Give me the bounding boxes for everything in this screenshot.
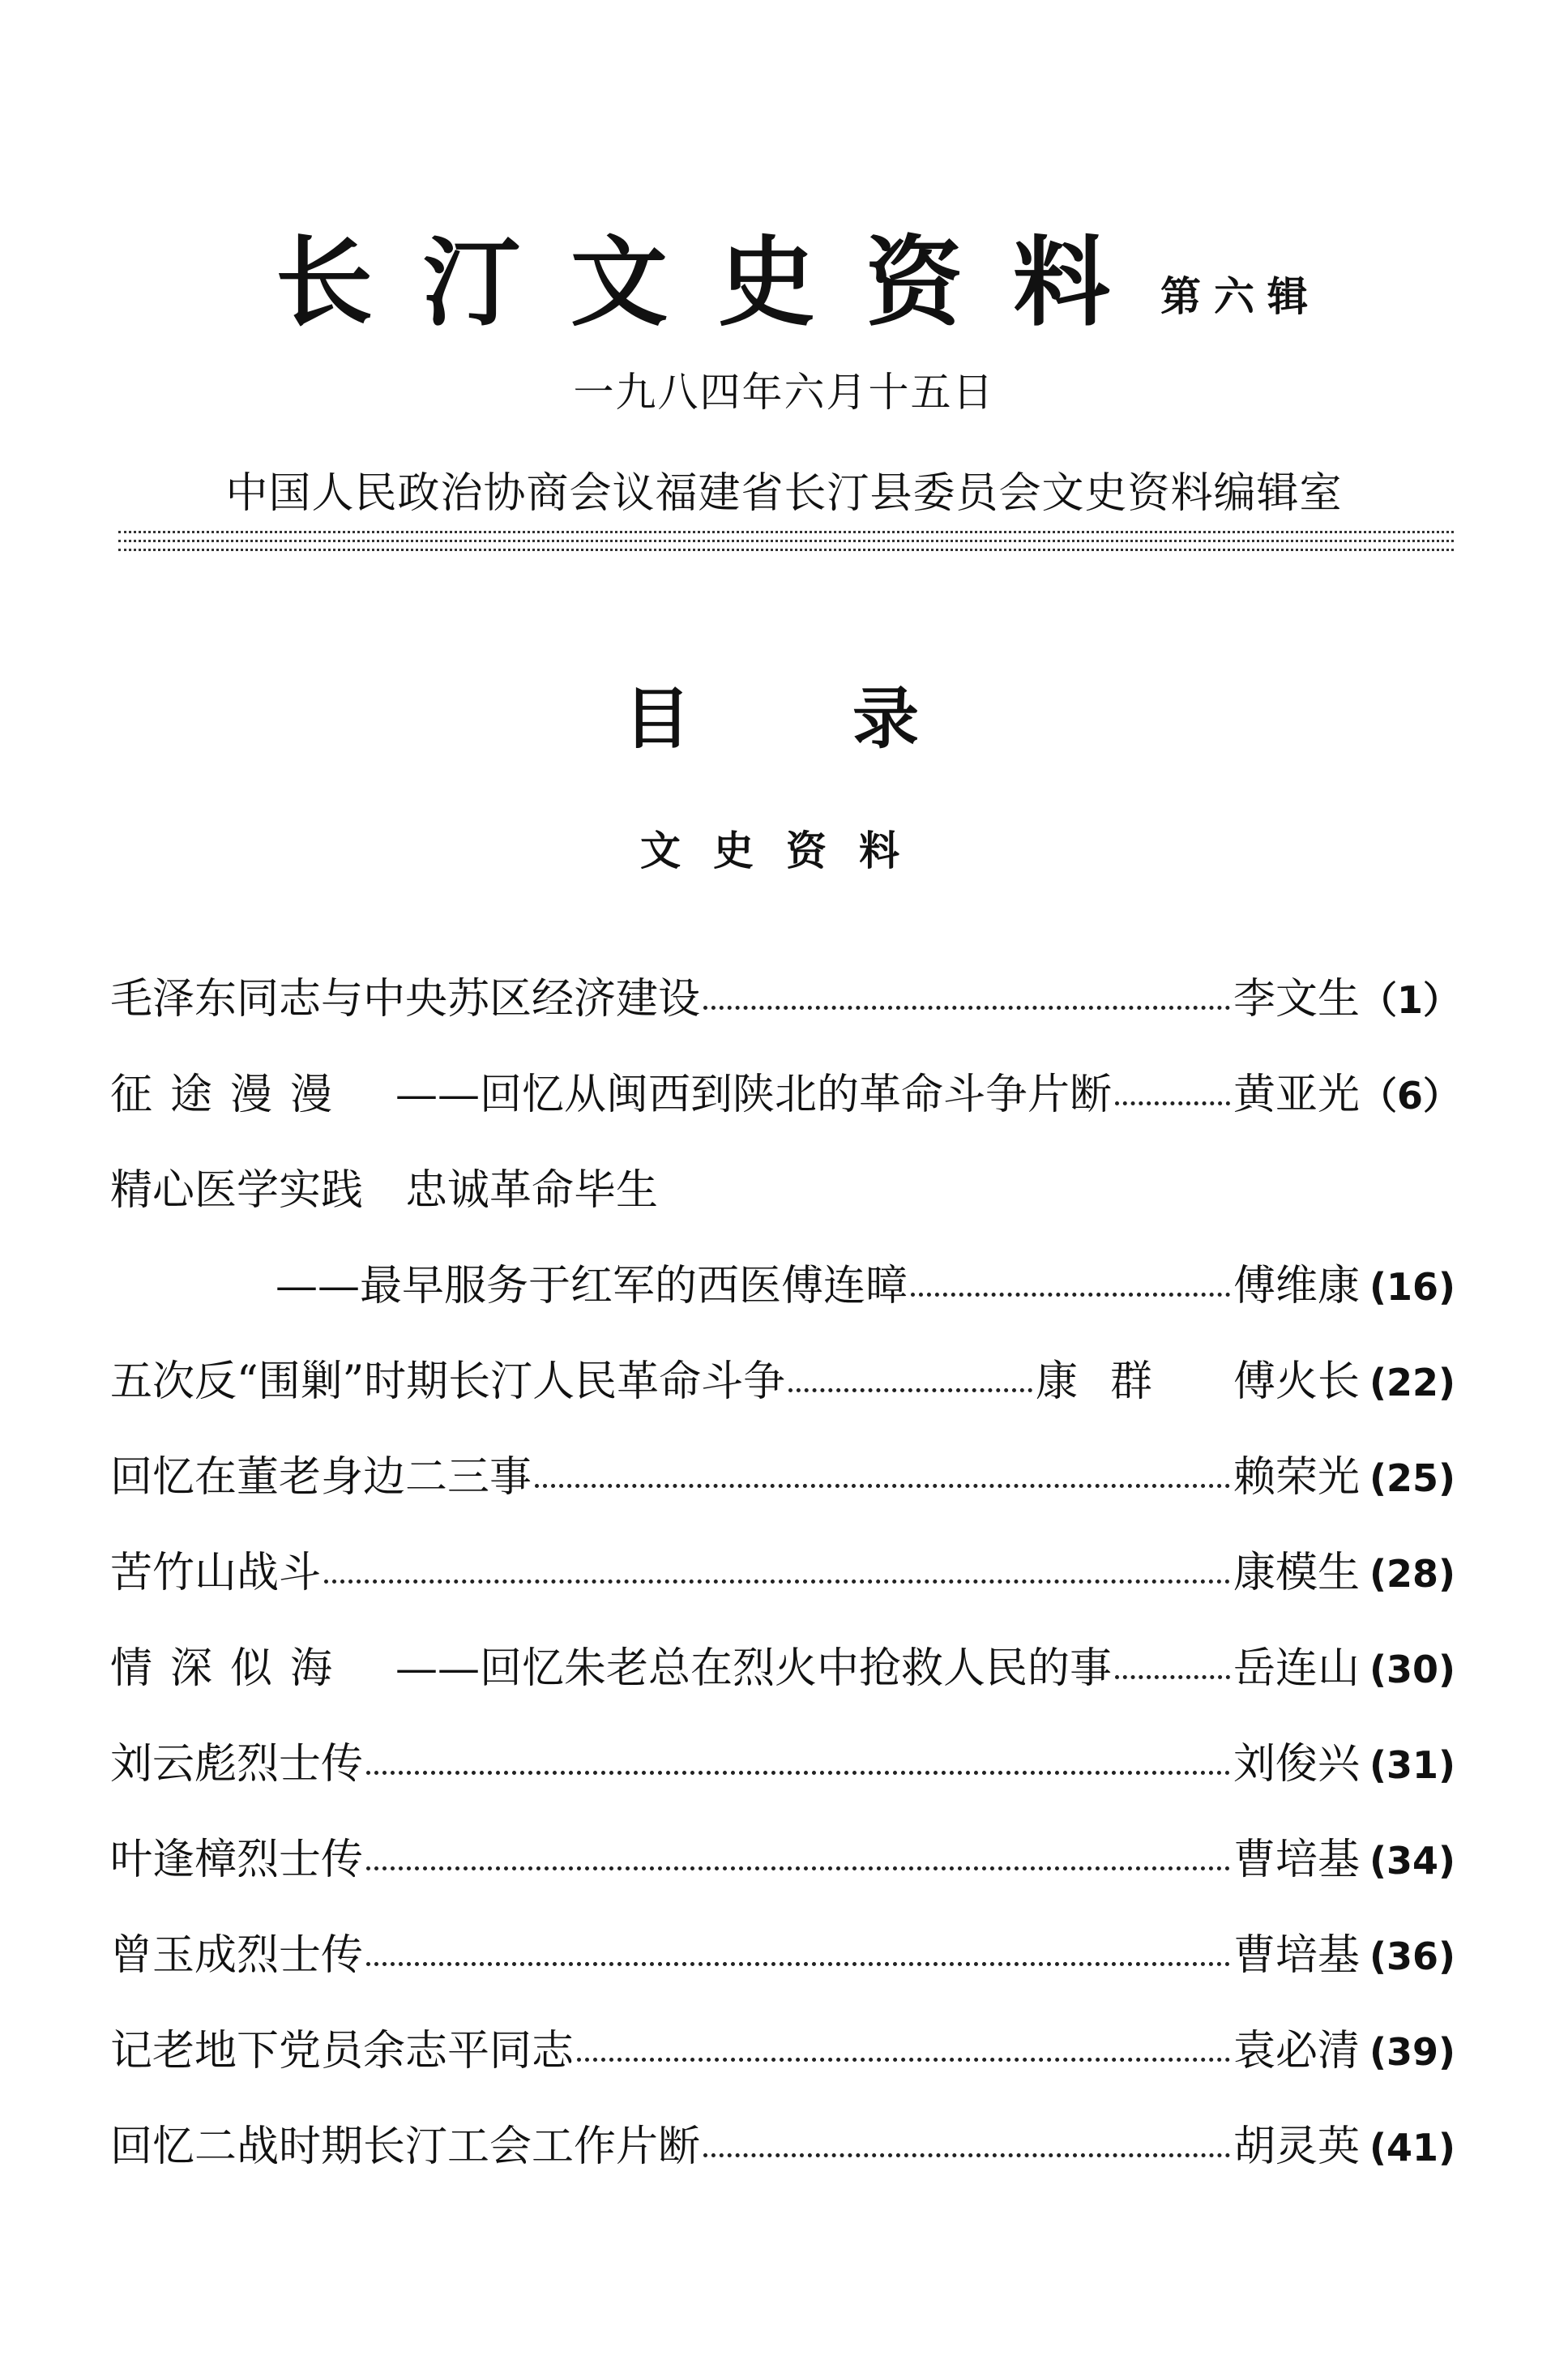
dot-leader [366, 1771, 1230, 1775]
entry-author: 赖荣光 [1233, 1453, 1360, 1502]
dot-leader [1115, 1675, 1230, 1679]
entry-title: 征途漫漫 [110, 1071, 351, 1119]
entry-page: (30) [1369, 1648, 1455, 1691]
toc-entry[interactable] [110, 1449, 1455, 1506]
entry-subtitle: ——最早服务于红军的西医傅连暲 [276, 1262, 908, 1310]
entry-subtitle: ——回忆从闽西到陕北的革命斗争片断 [395, 1071, 1113, 1119]
entry-author-2: 傅火长 [1233, 1357, 1360, 1406]
entry-title: 曾玉成烈士传 [110, 1931, 364, 1980]
toc-entry[interactable] [110, 1353, 1455, 1410]
entry-title: 五次反“围剿”时期长汀人民革命斗争 [110, 1357, 786, 1406]
entry-author: 康模生 [1233, 1549, 1360, 1597]
toc-entry[interactable] [110, 1832, 1455, 1888]
publisher: 中国人民政治协商会议福建省长汀县委员会文史资料编辑室 [225, 469, 1343, 518]
dot-leader [911, 1293, 1230, 1297]
entry-page: （6） [1360, 1074, 1461, 1118]
entry-author: 袁必清 [1233, 2027, 1360, 2075]
entry-title: 苦竹山战斗 [110, 1549, 322, 1597]
publication-title: 长汀文史资料 [276, 227, 1160, 340]
entry-title: 记老地下党员余志平同志 [110, 2027, 575, 2075]
entry-page: (25) [1369, 1456, 1455, 1500]
dot-leader [366, 1866, 1230, 1870]
toc-entry[interactable] [110, 1927, 1455, 1984]
toc-entry[interactable] [110, 1545, 1455, 1601]
entry-author: 李文生 [1233, 975, 1360, 1024]
toc-entry[interactable] [110, 1162, 1455, 1219]
toc-entry[interactable] [110, 1736, 1455, 1793]
entry-subtitle: ——回忆朱老总在烈火中抢救人民的事 [395, 1644, 1113, 1693]
entry-title: 精心医学实践 忠诚革命毕生 [110, 1166, 659, 1215]
entry-author: 傅维康 [1233, 1262, 1360, 1310]
dot-leader [366, 1962, 1230, 1966]
dot-leader [535, 1484, 1230, 1488]
entry-author: 黄亚光 [1233, 1071, 1360, 1119]
entry-page: (31) [1369, 1743, 1455, 1787]
entry-page: (36) [1369, 1934, 1455, 1978]
entry-page: (22) [1369, 1361, 1455, 1404]
entry-author: 康群 [1035, 1357, 1185, 1406]
dotted-divider [118, 531, 1454, 554]
toc-entry[interactable] [110, 2118, 1455, 2175]
entry-page: (41) [1369, 2126, 1455, 2169]
entry-page: (28) [1369, 1552, 1455, 1596]
entry-page: （1） [1360, 978, 1461, 1022]
entry-page: (39) [1369, 2030, 1455, 2074]
toc-entry[interactable] [110, 1640, 1455, 1697]
entry-title: 毛泽东同志与中央苏区经济建设 [110, 975, 701, 1024]
dot-leader [1115, 1101, 1230, 1105]
dot-leader [577, 2058, 1230, 2062]
entry-page: (16) [1369, 1265, 1455, 1309]
dot-leader [703, 1006, 1230, 1010]
toc-entry[interactable] [110, 2023, 1455, 2080]
entry-title: 回忆二战时期长汀工会工作片断 [110, 2122, 701, 2171]
entry-title: 叶逢樟烈士传 [110, 1836, 364, 1884]
dot-leader [788, 1388, 1032, 1392]
title-block [0, 227, 1568, 340]
entry-page: (34) [1369, 1839, 1455, 1883]
entry-author: 曹培基 [1233, 1931, 1360, 1980]
entry-author: 刘俊兴 [1233, 1740, 1360, 1789]
dot-leader [324, 1580, 1230, 1584]
entry-author: 岳连山 [1233, 1644, 1360, 1693]
entry-author: 胡灵英 [1233, 2122, 1360, 2171]
toc-entry[interactable] [110, 1067, 1461, 1123]
section-heading: 文史资料 [640, 827, 932, 874]
entry-author: 曹培基 [1233, 1836, 1360, 1884]
toc-entry[interactable] [110, 971, 1461, 1028]
issue-number: 第六辑 [1160, 273, 1321, 320]
entry-title: 回忆在董老身边二三事 [110, 1453, 532, 1502]
publication-date: 一九八四年六月十五日 [573, 369, 995, 416]
toc-heading: 目录 [624, 681, 1081, 758]
toc-entry[interactable] [276, 1258, 1455, 1315]
entry-title: 刘云彪烈士传 [110, 1740, 364, 1789]
entry-title: 情深似海 [110, 1644, 351, 1693]
dot-leader [703, 2153, 1230, 2157]
